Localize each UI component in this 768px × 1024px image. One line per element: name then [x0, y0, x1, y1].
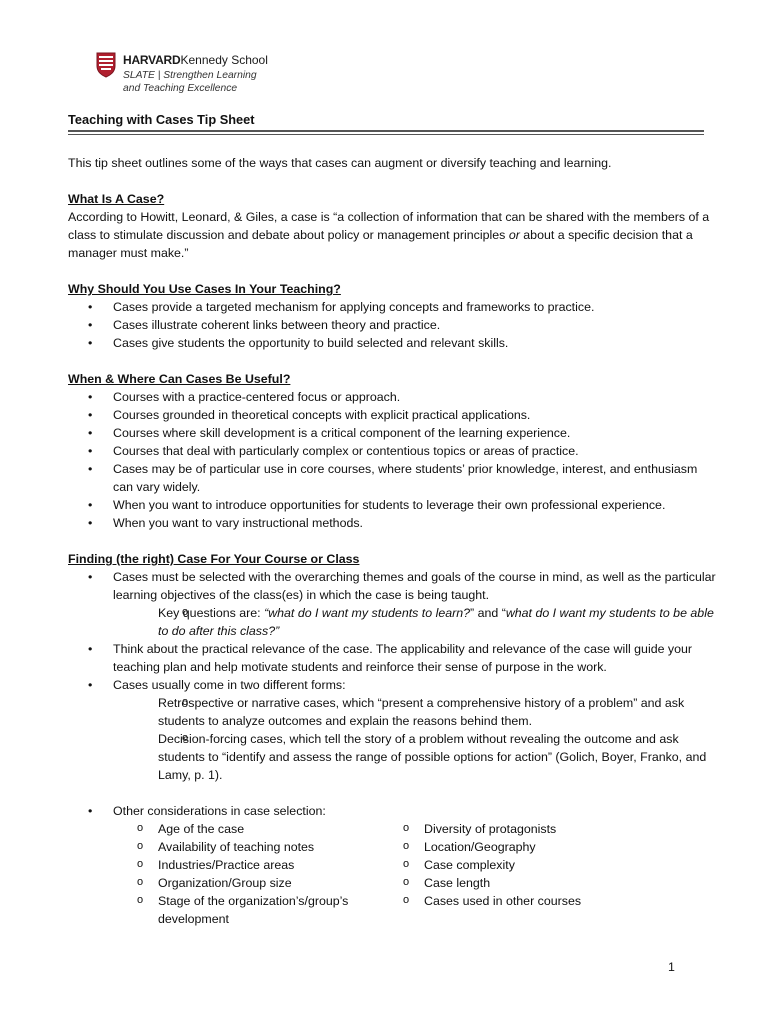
why-list — [68, 298, 718, 352]
what-paragraph — [68, 208, 718, 262]
consideration-item: o Location/Geography — [399, 838, 709, 856]
title-rule — [68, 130, 704, 132]
consideration-item: o Cases used in other courses — [399, 892, 709, 910]
list-item: • Cases may be of particular use in core courses, where students’ prior knowledge, interest, and enthusiasm can vary widely. — [68, 460, 718, 496]
consideration-item: o Organization/Group size — [68, 874, 399, 892]
what-text-1: According to Howitt, Leonard, & Giles, a case is “a collection of information that can be shared with the members of a class to stimulate discussion and debate about policy or management principles — [68, 210, 710, 242]
list-item: • When you want to vary instructional methods. — [68, 514, 718, 532]
list-item: • Courses where skill development is a critical component of the learning experience. — [68, 424, 718, 442]
finding-list — [68, 568, 718, 784]
logo-line-1: SLATE | Strengthen Learning — [123, 70, 257, 81]
finding-item-1: Cases must be selected with the overarching themes and goals of the course in mind, as well as the particular learning objectives of the class(es) in which the case is being taught. — [113, 570, 716, 602]
why-heading: Why Should You Use Cases In Your Teaching? — [68, 282, 341, 296]
considerations-left — [68, 820, 399, 928]
list-item: • Think about the practical relevance of the case. The applicability and relevance of the case will guide your teaching plan and help motivate students and reinforce their sense of purpose in the work. — [68, 640, 718, 676]
logo-harvard: HARVARD — [123, 53, 181, 67]
logo-school: Kennedy School — [180, 53, 268, 67]
list-item — [68, 568, 718, 640]
consideration-item: o Case length — [399, 874, 709, 892]
key-question-2: what do I want my students to be able to do after this class?” — [158, 606, 714, 638]
finding-item-3: Cases usually come in two different forms: — [113, 678, 346, 692]
considerations-list — [68, 802, 718, 820]
key-mid: ” and “ — [470, 606, 506, 620]
considerations-columns — [68, 820, 718, 928]
list-item: • Cases illustrate coherent links between theory and practice. — [68, 316, 718, 334]
list-item: • When you want to introduce opportunities for students to leverage their own professional experience. — [68, 496, 718, 514]
when-heading: When & Where Can Cases Be Useful? — [68, 372, 291, 386]
considerations-right — [399, 820, 709, 928]
finding-heading: Finding (the right) Case For Your Course or Class — [68, 552, 360, 566]
hks-logo — [96, 52, 296, 96]
what-text-emphasis: or — [508, 228, 520, 242]
form-item: o Decision-forcing cases, which tell the story of a problem without revealing the outcome and ask students to “identify and assess the range of possible options for action” (Golich, Boyer, Franko, and Lamy, p. 1). — [113, 730, 718, 784]
logo-subtitle — [123, 69, 257, 95]
what-text-2: about a specific decision that a manager must make.” — [68, 228, 693, 260]
list-item: • Other considerations in case selection: — [68, 802, 718, 820]
list-item: • Courses with a practice-centered focus or approach. — [68, 388, 718, 406]
list-item: • Cases give students the opportunity to build selected and relevant skills. — [68, 334, 718, 352]
consideration-item: o Industries/Practice areas — [68, 856, 399, 874]
form-item: o Retrospective or narrative cases, which “present a comprehensive history of a problem” and ask students to analyze outcomes and explain the reasons behind them. — [113, 694, 718, 730]
title-rule-thin — [68, 134, 704, 135]
consideration-item: o Age of the case — [68, 820, 399, 838]
consideration-item: o Availability of teaching notes — [68, 838, 399, 856]
what-heading: What Is A Case? — [68, 192, 165, 206]
harvard-shield-icon — [96, 52, 116, 78]
key-question-1: “what do I want my students to learn? — [264, 606, 471, 620]
when-list — [68, 388, 718, 532]
list-item — [68, 676, 718, 784]
document-body — [68, 154, 718, 928]
logo-title — [123, 53, 268, 67]
list-item: • Cases provide a targeted mechanism for applying concepts and frameworks to practice. — [68, 298, 718, 316]
consideration-item: o Diversity of protagonists — [399, 820, 709, 838]
key-questions-item — [113, 604, 718, 640]
list-item: • Courses grounded in theoretical concepts with explicit practical applications. — [68, 406, 718, 424]
consideration-item: o Stage of the organization’s/group’s development — [68, 892, 388, 928]
list-item: • Courses that deal with particularly complex or contentious topics or areas of practice. — [68, 442, 718, 460]
logo-line-2: and Teaching Excellence — [123, 83, 238, 94]
intro-paragraph: This tip sheet outlines some of the ways that cases can augment or diversify teaching and learning. — [68, 156, 612, 170]
key-prefix: Key questions are: — [158, 606, 265, 620]
page-number: 1 — [668, 960, 675, 974]
document-title: Teaching with Cases Tip Sheet — [68, 112, 255, 127]
consideration-item: o Case complexity — [399, 856, 709, 874]
